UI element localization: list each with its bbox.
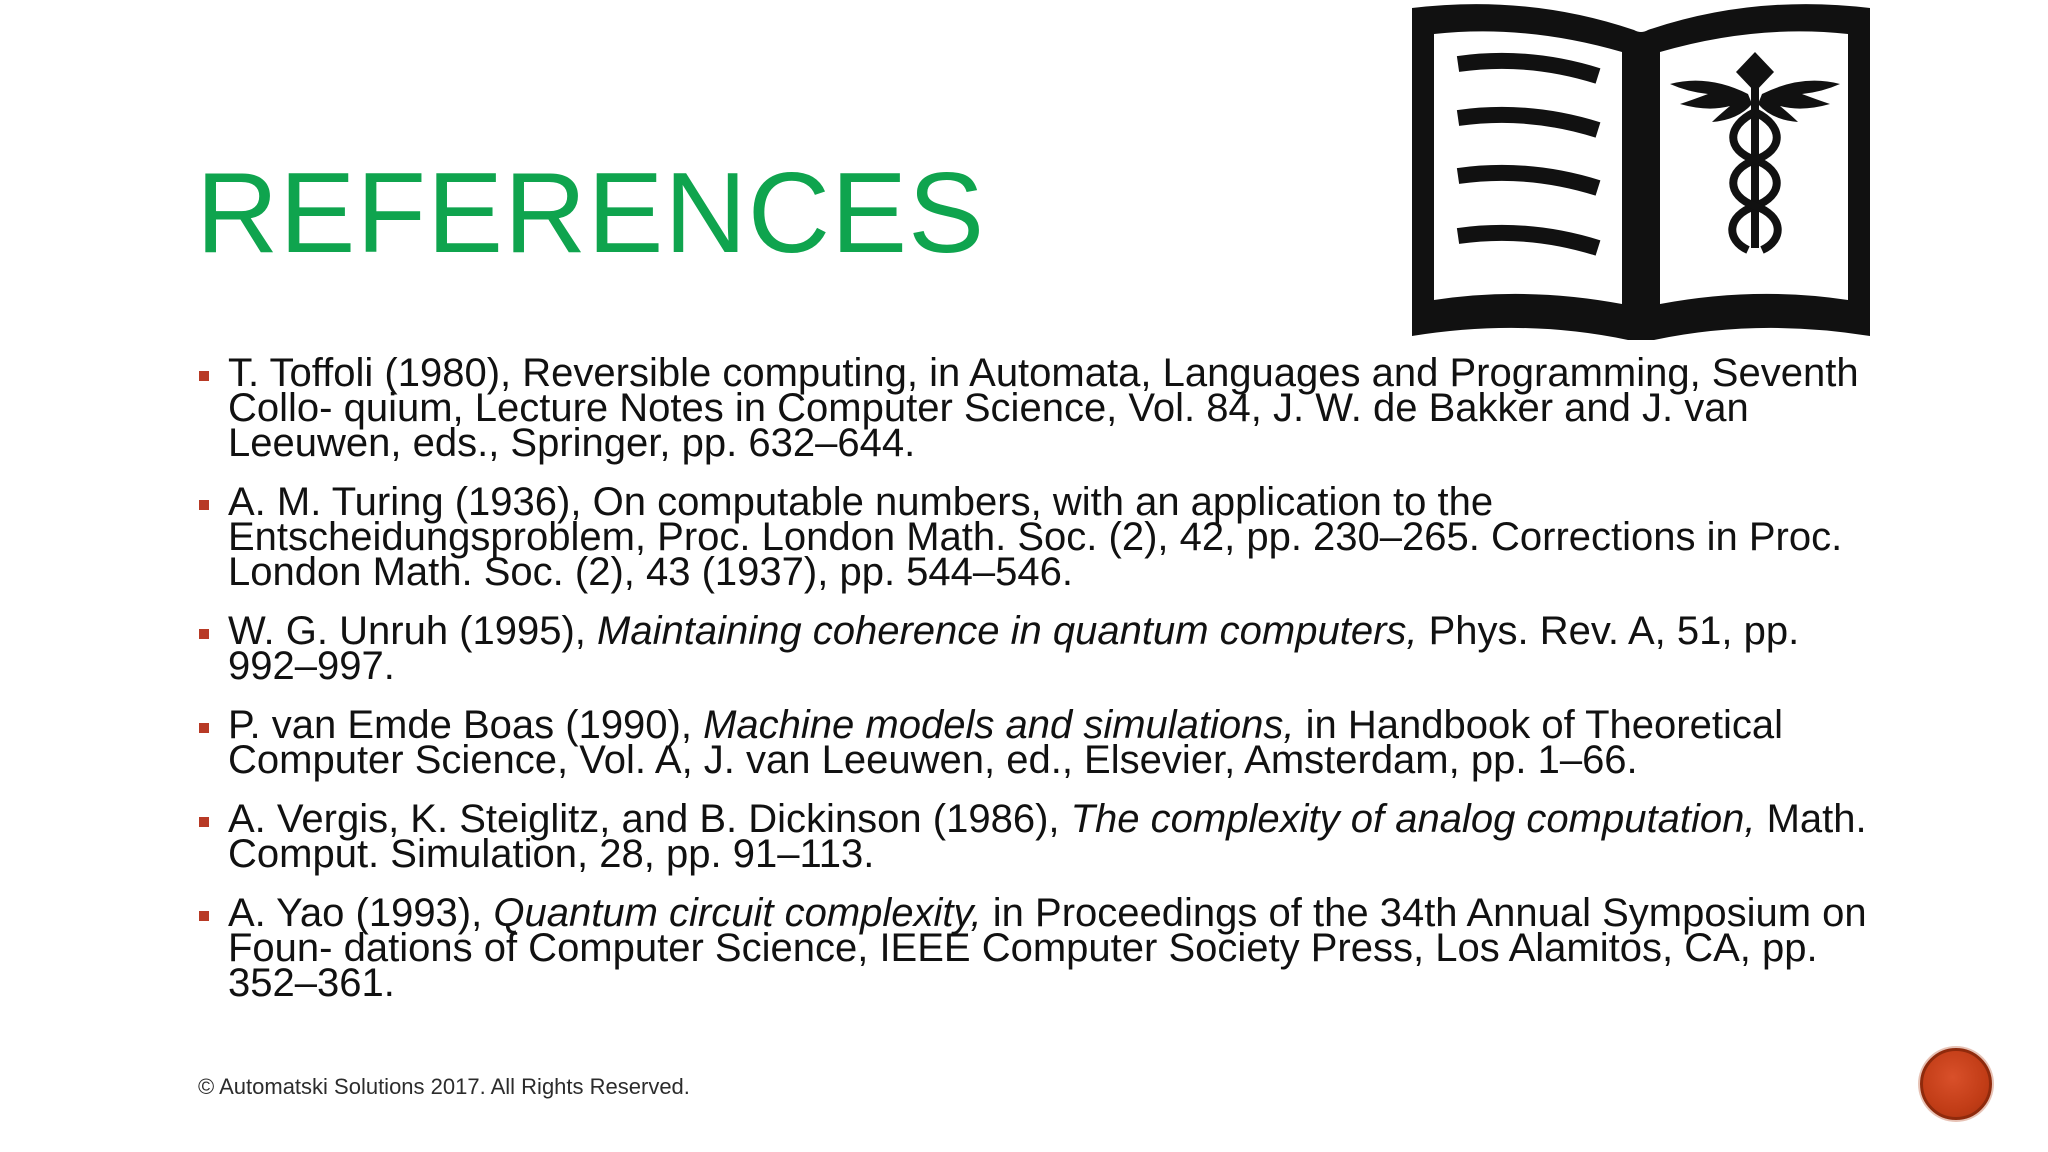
reference-item xyxy=(196,797,1876,876)
reference-item xyxy=(196,351,1876,465)
reference-item xyxy=(196,703,1876,782)
reference-item xyxy=(196,480,1876,594)
reference-text: T. Toffoli (1980), Reversible computing, in Automata, Languages and Programming, Seventh Collo- quium, Lecture Notes in Computer Science, Vol. 84, J. W. de Bakker and J. van Leeuwen, eds., Springer, pp. 632–644. xyxy=(228,351,1859,465)
reference-title: The complexity of analog computation, xyxy=(1070,797,1756,841)
reference-text: Math. Comput. Simulation, 28, pp. 91–113. xyxy=(228,797,1867,876)
medical-book-icon xyxy=(1408,0,1874,344)
reference-text: W. G. Unruh (1995), xyxy=(228,609,598,653)
bullet-icon xyxy=(199,629,209,639)
bullet-icon xyxy=(199,911,209,921)
copyright-footer: © Automatski Solutions 2017. All Rights Reserved. xyxy=(198,1074,690,1099)
reference-text: P. van Emde Boas (1990), xyxy=(228,703,704,747)
reference-text: A. M. Turing (1936), On computable numbers, with an application to the Entscheidungsproblem, Proc. London Math. Soc. (2), 42, pp. 230–265. Corrections in Proc. London Math. Soc. (2), 43 (1937), pp. 544–546. xyxy=(228,480,1843,594)
reference-title: Maintaining coherence in quantum computers, xyxy=(597,609,1418,653)
reference-list xyxy=(196,351,1876,1025)
next-slide-button[interactable] xyxy=(1920,1048,1992,1120)
reference-text: A. Yao (1993), xyxy=(228,891,494,935)
bullet-icon xyxy=(199,500,209,510)
reference-title: Machine models and simulations, xyxy=(703,703,1295,747)
reference-text: in Proceedings of the 34th Annual Symposium on Foun- dations of Computer Science, IEEE Computer Society Press, Los Alamitos, CA, pp. 352–361. xyxy=(228,891,1867,1005)
bullet-icon xyxy=(199,817,209,827)
bullet-icon xyxy=(199,723,209,733)
reference-text: A. Vergis, K. Steiglitz, and B. Dickinson (1986), xyxy=(228,797,1071,841)
reference-title: Quantum circuit complexity, xyxy=(493,891,982,935)
bullet-icon xyxy=(199,371,209,381)
reference-item xyxy=(196,609,1876,688)
reference-text: Phys. Rev. A, 51, pp. 992–997. xyxy=(228,609,1800,688)
reference-text: in Handbook of Theoretical Computer Science, Vol. A, J. van Leeuwen, ed., Elsevier, Amsterdam, pp. 1–66. xyxy=(228,703,1783,782)
reference-item xyxy=(196,891,1876,1005)
slide-title: REFERENCES xyxy=(196,150,986,277)
